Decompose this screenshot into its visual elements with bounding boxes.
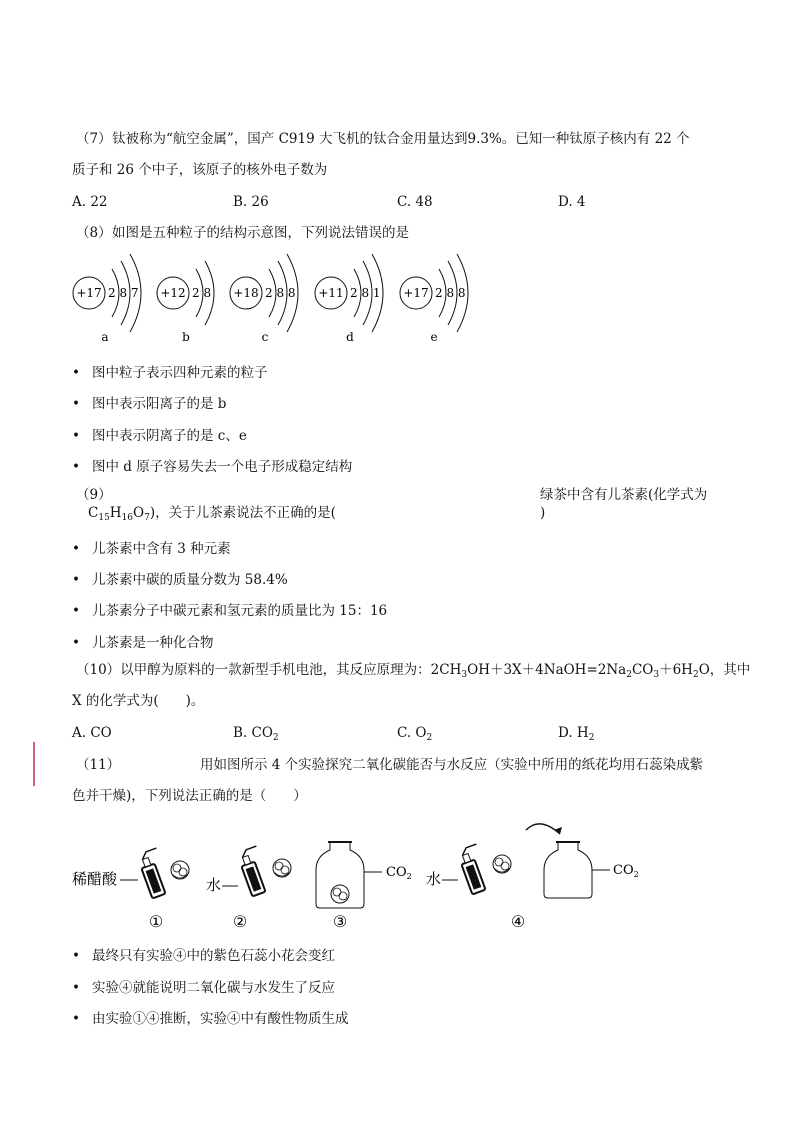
q8-option-3[interactable]: • 图中表示阴离子的是 c、e (72, 428, 247, 444)
q11-option-2-text: 实验④就能说明二氧化碳与水发生了反应 (92, 980, 335, 996)
gas-jar-icon (544, 842, 592, 898)
q8-option-1-text: 图中粒子表示四种元素的粒子 (92, 365, 268, 381)
q10-stem-line1: （10）以甲醇为原料的一款新型手机电池，其反应原理为：$2CH_3OH+3X+4NaOH=2Na_2CO_3+6H_2O$，其中 (76, 662, 751, 680)
atom-d-label: d (346, 330, 354, 344)
q11-option-3[interactable]: • 由实验①④推断，实验④中有酸性物质生成 (72, 1011, 349, 1027)
experiment-4 (426, 824, 639, 931)
atom-e-shells: 2 8 8 (435, 286, 466, 300)
atom-a-label: a (101, 330, 109, 344)
q10-option-d[interactable]: D. $H_2$ (558, 725, 595, 743)
atom-c-shells: 2 8 8 (265, 286, 296, 300)
margin-mark (33, 742, 35, 786)
label-water-1: 水 (206, 876, 222, 894)
co2-experiment-figure (60, 808, 680, 938)
q9-option-3[interactable]: • 儿茶素分子中碳元素和氢元素的质量比为 15：16 (72, 603, 388, 619)
atom-diagram-a (73, 254, 141, 344)
q8-number: （8） (76, 225, 112, 241)
q11-option-2[interactable]: • 实验④就能说明二氧化碳与水发生了反应 (72, 980, 335, 996)
q10-option-b[interactable]: B. $CO_2$ (233, 725, 279, 743)
spray-bottle-icon (237, 846, 272, 896)
experiment-number-4: ④ (510, 912, 526, 931)
q7-stem-line2: 质子和 26 个中子，该原子的核外电子数为 (72, 162, 328, 178)
paper-flower-icon (331, 885, 349, 903)
spray-bottle-icon (457, 844, 492, 894)
q8-option-3-text: 图中表示阴离子的是 c、e (92, 428, 247, 444)
atom-diagram-b (157, 261, 214, 344)
q10-option-c[interactable]: C. $O_2$ (397, 725, 433, 743)
q9-stem-formula: $C_{15}H_{16}O_7$)，关于儿茶素说法不正确的是( (88, 505, 336, 523)
atom-c-label: c (261, 330, 269, 344)
q9-stem-right: 绿茶中含有儿茶素(化学式为 (540, 487, 708, 503)
q8-option-4[interactable]: • 图中 d 原子容易失去一个电子形成稳定结构 (72, 459, 353, 475)
q7-option-d[interactable]: D. 4 (558, 194, 586, 210)
atom-b-label: b (182, 330, 190, 344)
q8-option-1[interactable]: • 图中粒子表示四种元素的粒子 (72, 365, 268, 381)
experiment-number-1: ① (148, 912, 164, 931)
q10-number: （10） (76, 662, 121, 678)
q11-number: （11） (76, 757, 121, 773)
atom-diagram-e (400, 254, 468, 344)
q7-number: （7） (76, 131, 112, 147)
q11-option-3-text: 由实验①④推断，实验④中有酸性物质生成 (92, 1011, 349, 1027)
atom-d-nucleus: +11 (318, 286, 344, 300)
co2-label-2: $CO_2$ (613, 863, 639, 879)
paper-flower-icon (273, 859, 291, 877)
atom-diagram-d (315, 254, 383, 344)
atom-e-nucleus: +17 (403, 286, 429, 300)
q10-stem-line2: X 的化学式为( )。 (72, 693, 205, 709)
q9-option-2[interactable]: • 儿茶素中碳的质量分数为 58.4% (72, 572, 288, 588)
q8-stem: 如图是五种粒子的结构示意图，下列说法错误的是 (112, 225, 409, 241)
q7-stem-line1: 钛被称为“航空金属”，国产 C919 大飞机的钛合金用量达到9.3%。已知一种钛原子核内有 22 个 (112, 131, 690, 147)
q7-option-a[interactable]: A. 22 (72, 194, 108, 210)
atom-a-shells: 2 8 7 (108, 286, 139, 300)
atom-b-shells: 2 8 (192, 286, 212, 300)
spray-bottle-icon (137, 848, 172, 898)
q9-option-1[interactable]: • 儿茶素中含有 3 种元素 (72, 541, 231, 557)
atom-d-shells: 2 8 1 (350, 286, 381, 300)
experiment-1 (72, 848, 189, 931)
q9-option-2-text: 儿茶素中碳的质量分数为 58.4% (92, 572, 288, 588)
q11-stem-line2: 色并干燥)，下列说法正确的是（ ） (72, 788, 307, 804)
experiment-2 (206, 846, 291, 931)
atom-e-label: e (430, 330, 438, 344)
atom-b-nucleus: +12 (160, 286, 186, 300)
label-vinegar: 稀醋酸 (72, 870, 118, 888)
atomic-structure-figure (60, 250, 500, 350)
q9-option-4-text: 儿茶素是一种化合物 (92, 635, 214, 651)
q8-option-2[interactable]: • 图中表示阳离子的是 b (72, 396, 227, 412)
q9-option-3-text: 儿茶素分子中碳元素和氢元素的质量比为 15：16 (92, 603, 388, 619)
q9-option-1-text: 儿茶素中含有 3 种元素 (92, 541, 231, 557)
q11-stem-line1: 用如图所示 4 个实验探究二氧化碳能否与水反应（实验中所用的纸花均用石蕊染成紫 (200, 757, 704, 773)
q9-close-paren: ) (540, 505, 546, 521)
q11-option-1[interactable]: • 最终只有实验④中的紫色石蕊小花会变红 (72, 948, 335, 964)
q11-option-1-text: 最终只有实验④中的紫色石蕊小花会变红 (92, 948, 335, 964)
label-water-2: 水 (426, 870, 442, 888)
co2-label-1: $CO_2$ (386, 865, 412, 881)
q9-option-4[interactable]: • 儿茶素是一种化合物 (72, 635, 214, 651)
experiment-number-3: ③ (332, 912, 348, 931)
atom-c-nucleus: +18 (233, 286, 259, 300)
q8-option-4-text: 图中 d 原子容易失去一个电子形成稳定结构 (92, 459, 353, 475)
experiment-3 (316, 842, 412, 931)
q10-option-a[interactable]: A. CO (72, 725, 112, 741)
atom-diagram-c (230, 254, 298, 344)
paper-flower-icon (171, 861, 189, 879)
curved-arrow-icon (526, 824, 560, 834)
paper-flower-icon (493, 855, 511, 873)
q7-option-c[interactable]: C. 48 (397, 194, 433, 210)
q9-number: （9） (76, 487, 112, 503)
atom-a-nucleus: +17 (76, 286, 102, 300)
q7-option-b[interactable]: B. 26 (233, 194, 269, 210)
experiment-number-2: ② (232, 912, 248, 931)
q8-option-2-text: 图中表示阳离子的是 b (92, 396, 227, 412)
